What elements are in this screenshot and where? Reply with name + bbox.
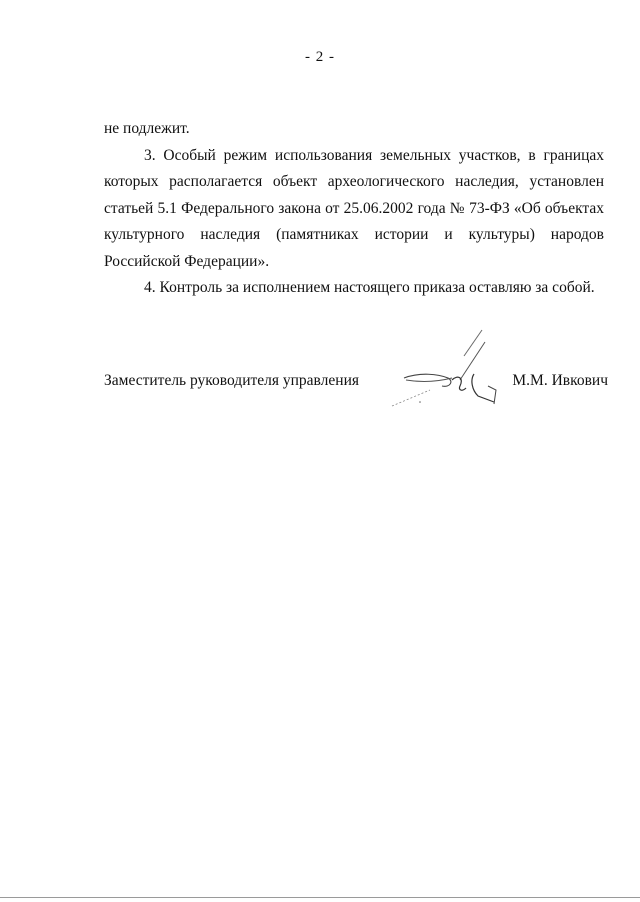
signer-position: Заместитель руководителя управления [104,372,360,389]
signature-block [104,372,608,402]
signer-name: М.М. Ивкович [512,372,608,389]
page-number: - 2 - [305,49,335,65]
paragraph-continuation: не подлежит. [104,120,190,137]
paragraph-item-3: 3. Особый режим использования земельных участков, в границах которых располагается объект археологического наследия, установлен статьей 5.1 Федерального закона от 25.06.2002 года № 73-ФЗ «Об объектах культурного наследия (памятниках истории и культуры) народов Российской Федерации». [104,146,604,270]
page-bottom-edge [0,897,640,898]
document-body [104,116,604,302]
paragraph-item-4: 4. Контроль за исполнением настоящего приказа оставляю за собой. [144,279,595,296]
